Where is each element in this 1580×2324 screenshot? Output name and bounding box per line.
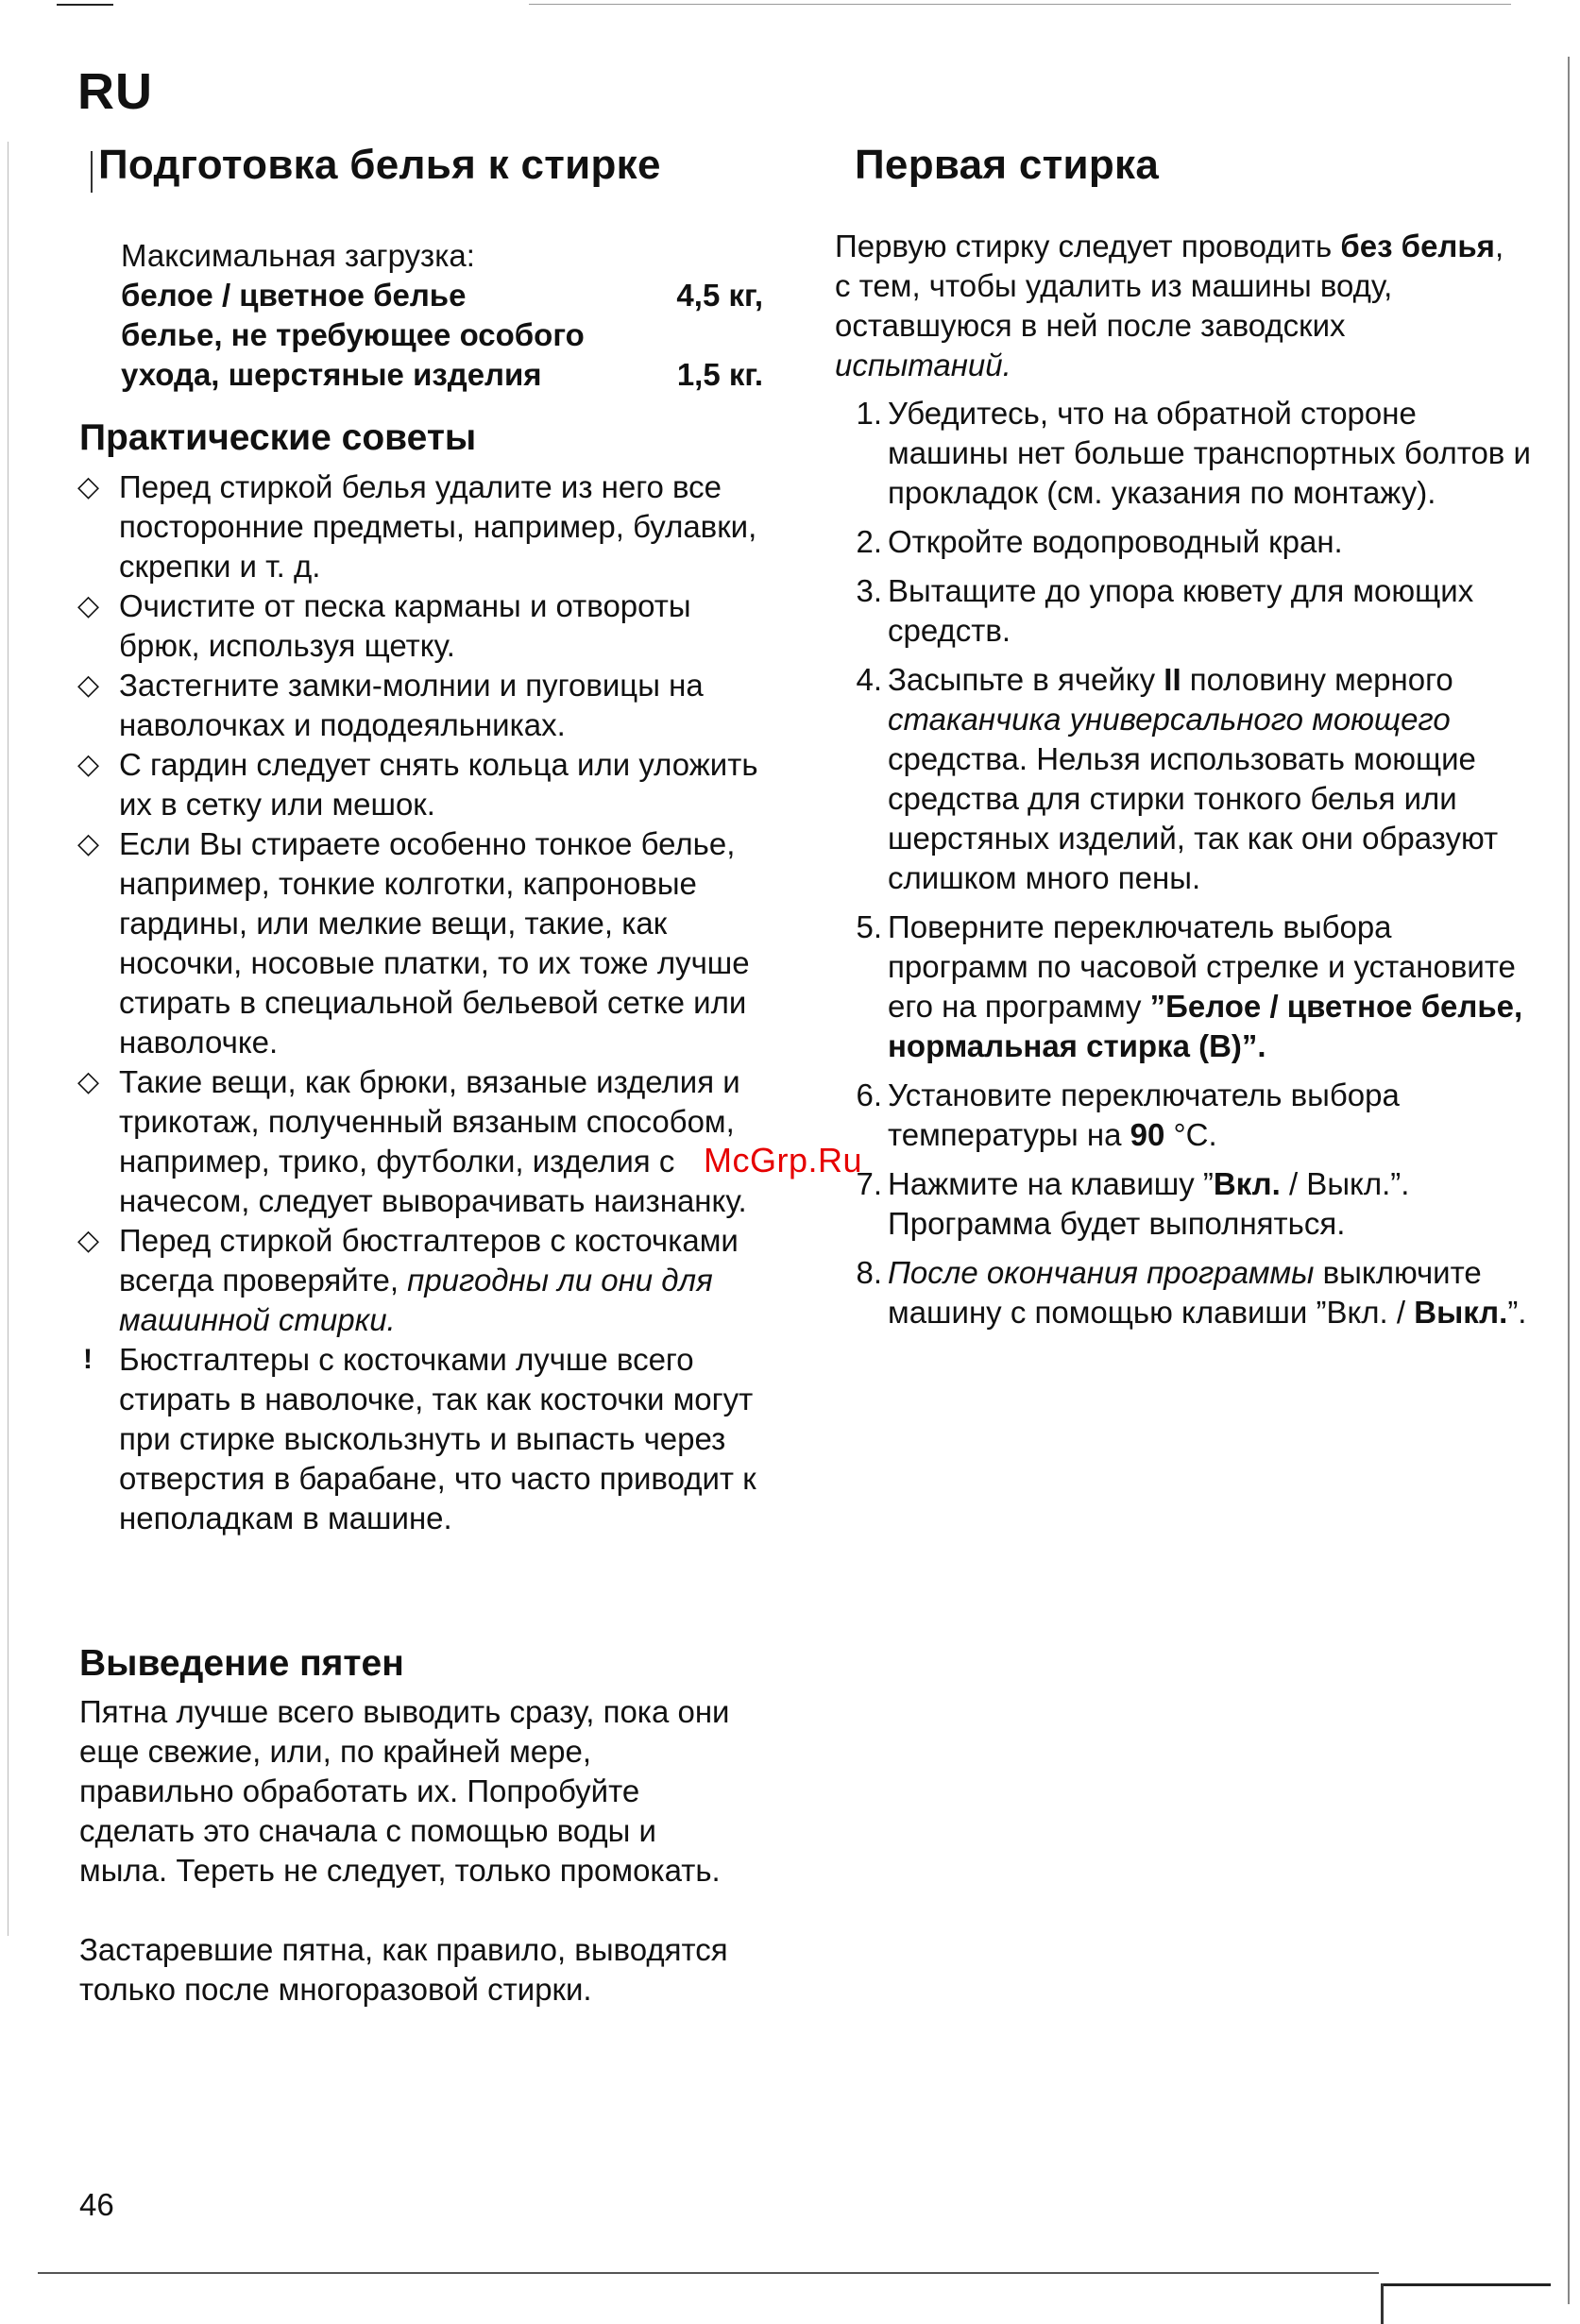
step-number: 1. [856, 396, 882, 431]
step-item [837, 522, 1536, 562]
step-text-bold: Выкл. [1414, 1295, 1508, 1330]
load-row-1-value: 4,5 кг, [676, 278, 763, 313]
tip-item [77, 1062, 776, 1221]
tip-item [77, 467, 776, 586]
tip-item [77, 1221, 776, 1340]
language-tag: RU [77, 63, 153, 120]
load-block [121, 236, 763, 395]
step-text-italic: После окончания программы [888, 1255, 1315, 1290]
load-row-2b [121, 355, 763, 395]
step-text: половину мерного [1181, 662, 1453, 697]
step-text: °C. [1164, 1117, 1217, 1152]
warning-text: Бюстгалтеры с косточками лучше всего стирать в наволочке, так как косточки могут при стирке выскользнуть и выпасть через отверстия в барабане, что часто приводит к неполадкам в машине. [119, 1342, 756, 1535]
stain-paragraph-2: Застаревшие пятна, как правило, выводятся только после многоразовой стирки. [79, 1932, 728, 2007]
step-text-bold: II [1164, 662, 1181, 697]
load-row-2-label-b: ухода, шерстяные изделия [121, 357, 542, 392]
first-wash-title: Первая стирка [855, 142, 1160, 188]
tip-item [77, 586, 776, 666]
tip-item [77, 666, 776, 745]
page-number: 46 [79, 2187, 114, 2222]
top-scan-line-left [57, 4, 113, 6]
tip-text: Очистите от песка карманы и отвороты брюк, используя щетку. [119, 588, 691, 663]
tip-item [77, 824, 776, 1062]
tip-text: Застегните замки-молнии и пуговицы на наволочках и пододеяльниках. [119, 668, 704, 742]
step-text: Установите переключатель выбора температуры на [888, 1077, 1400, 1152]
step-item [837, 908, 1536, 1066]
step-text-bold: Вкл. [1213, 1166, 1281, 1201]
step-item [837, 1164, 1536, 1244]
diamond-bullet-icon: ◇ [77, 1066, 100, 1097]
tips-title: Практические советы [79, 417, 477, 458]
watermark: McGrp.Ru [704, 1141, 863, 1179]
tip-text: С гардин следует снять кольца или уложить их в сетку или мешок. [119, 747, 758, 822]
step-item [837, 571, 1536, 651]
tip-text-italic: пригодны ли они для машинной стирки. [119, 1263, 713, 1337]
step-number: 4. [856, 662, 882, 697]
step-item [837, 394, 1536, 513]
step-number: 6. [856, 1077, 882, 1112]
tip-text: Перед стиркой бюстгалтеров с косточками всегда проверяйте, [119, 1223, 739, 1298]
right-margin-line [1568, 57, 1570, 2304]
step-text: Убедитесь, что на обратной стороне машины нет больше транспортных болтов и прокладок (см. указания по монтажу). [888, 396, 1531, 510]
stain-title: Выведение пятен [79, 1643, 404, 1684]
title-left-bar [91, 151, 93, 193]
step-number: 5. [856, 909, 882, 944]
prep-title: Подготовка белья к стирке [98, 142, 661, 188]
step-text: Нажмите на клавишу ” [888, 1166, 1214, 1201]
step-number: 8. [856, 1255, 882, 1290]
intro-text-a: Первую стирку следует проводить [835, 229, 1341, 263]
tip-text: Если Вы стираете особенно тонкое белье, например, тонкие колготки, капроновые гардины, или мелкие вещи, такие, как носочки, носовые платки, то их тоже лучше стирать в специальной бельевой сетке или наволочке. [119, 826, 750, 1060]
load-row-2-label-a: белье, не требующее особого [121, 317, 585, 352]
step-text-bold: 90 [1130, 1117, 1165, 1152]
step-text: / Выкл.”. [1280, 1166, 1410, 1201]
diamond-bullet-icon: ◇ [77, 471, 100, 502]
step-text: Откройте водопроводный кран. [888, 524, 1343, 559]
step-text: ”. [1507, 1295, 1527, 1330]
step-text: Вытащите до упора кювету для моющих средств. [888, 573, 1474, 648]
step-number: 2. [856, 524, 882, 559]
step-item [837, 1076, 1536, 1155]
step-number: 3. [856, 573, 882, 608]
exclamation-icon: ! [83, 1344, 93, 1375]
step-text: Программа будет выполняться. [888, 1206, 1346, 1241]
bottom-corner-tick [1381, 2283, 1384, 2324]
step-number: 7. [856, 1166, 882, 1201]
bottom-corner-line [1381, 2283, 1551, 2286]
first-wash-intro [835, 227, 1524, 385]
intro-text-italic: испытаний. [835, 348, 1011, 382]
steps-list [837, 394, 1536, 1342]
tip-text: Такие вещи, как брюки, вязаные изделия и трикотаж, полученный вязаным способом, например, трико, футболки, изделия с начесом, следует выворачивать наизнанку. [119, 1064, 747, 1218]
step-text: выключите машину с помощью клавиши ”Вкл. / [888, 1255, 1482, 1330]
warning-item [77, 1340, 776, 1538]
tip-item [77, 745, 776, 824]
step-text-italic: стаканчика универсального моющего [888, 702, 1451, 737]
top-scan-line-right [529, 4, 1511, 5]
step-text-bold: ”Белое / цветное белье, нормальная стирка (B)”. [888, 989, 1523, 1063]
diamond-bullet-icon: ◇ [77, 590, 100, 621]
load-row-2a [121, 315, 763, 355]
step-text: Засыпьте в ячейку [888, 662, 1164, 697]
diamond-bullet-icon: ◇ [77, 749, 100, 780]
load-row-2-value: 1,5 кг. [676, 357, 763, 392]
diamond-bullet-icon: ◇ [77, 828, 100, 859]
step-text: Поверните переключатель выбора программ по часовой стрелке и установите его на программу [888, 909, 1516, 1024]
tip-text: Перед стиркой белья удалите из него все посторонние предметы, например, булавки, скрепки и т. д. [119, 469, 757, 584]
bottom-scan-line [38, 2272, 1379, 2274]
load-intro: Максимальная загрузка: [121, 238, 475, 273]
load-row-1 [121, 276, 763, 315]
intro-text-bold: без белья [1340, 229, 1495, 263]
tips-list [77, 467, 776, 1538]
step-item [837, 1253, 1536, 1332]
step-text: средства. Нельзя использовать моющие средства для стирки тонкого белья или шерстяных изделий, так как они образуют слишком много пены. [888, 741, 1499, 895]
load-row-1-label: белое / цветное белье [121, 278, 467, 313]
intro-text-c: , с тем, чтобы удалить из машины воду, оставшуюся в ней после заводских [835, 229, 1504, 343]
diamond-bullet-icon: ◇ [77, 670, 100, 701]
step-item [837, 660, 1536, 898]
stain-paragraph-1: Пятна лучше всего выводить сразу, пока они еще свежие, или, по крайней мере, правильно обработать их. Попробуйте сделать это сначала с помощью воды и мыла. Тереть не следует, только промокать. [79, 1694, 730, 1888]
diamond-bullet-icon: ◇ [77, 1225, 100, 1256]
